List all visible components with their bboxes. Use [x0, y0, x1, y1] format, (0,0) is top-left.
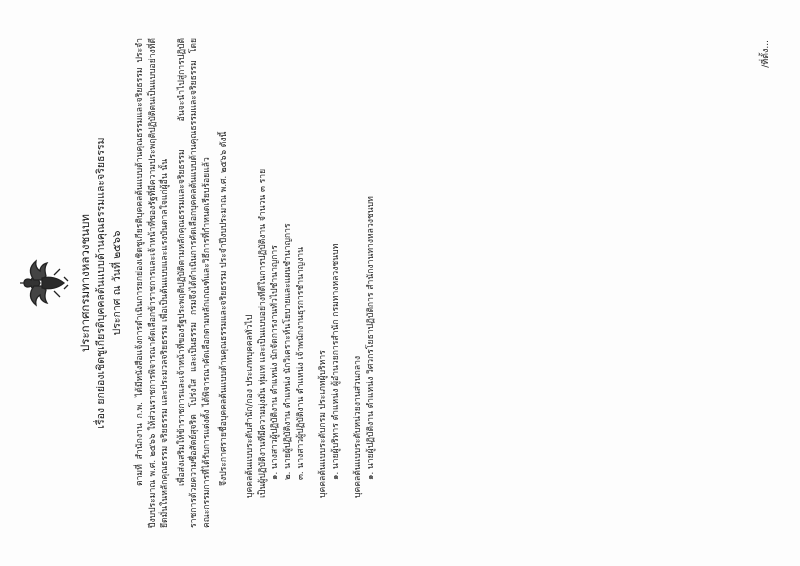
list-item: ๑. นางสาวผู้ปฏิบัติงาน ตำแหน่ง นักจัดการงานทั่วไปชำนาญการ: [270, 245, 281, 480]
category-note: เป็นผู้ปฏิบัติงานที่มีความมุ่งมั่น ทุ่มเท และเป็นแบบอย่างที่ดีในการปฏิบัติงาน จำนวน ๓ ราย: [257, 168, 268, 498]
category-heading: บุคคลต้นแบบระดับหน่วยงานส่วนกลาง: [353, 355, 364, 498]
document-body: [134, 38, 378, 528]
list-item: ๑. นายผู้บริหาร ตำแหน่ง ผู้อำนวยการสำนัก กรมทางหลวงชนบท: [330, 243, 341, 480]
paragraph: เพื่อส่งเสริมให้ข้าราชการและเจ้าหน้าที่ของรัฐประพฤติปฏิบัติตามหลักคุณธรรมและจริยธรรม อันจะนำไปสู่การปฏิบัติราชการด้วยความซื่อสัตย์สุจริต โปร่งใส และเป็นธรรม กรมจึงได้ดำเนินการคัดเลือกบุคคลต้นแบบด้านคุณธรรมและจริยธรรม โดยคณะกรรมการที่ได้รับการแต่งตั้ง ได้พิจารณาคัดเลือกตามหลักเกณฑ์และวิธีการที่กำหนดเรียบร้อยแล้ว: [176, 38, 212, 528]
paragraph: จึงประกาศรายชื่อบุคคลต้นแบบด้านคุณธรรมและจริยธรรม ประจำปีงบประมาณ พ.ศ. ๒๕๖๖ ดังนี้: [218, 131, 229, 486]
document-date: ประกาศ ณ วันที่ ๒๕๖๖: [111, 230, 123, 336]
list-item: ๒. นายผู้ปฏิบัติงาน ตำแหน่ง นักวิเคราะห์นโยบายและแผนชำนาญการ: [282, 223, 293, 480]
list-item: ๓. นางสาวผู้ปฏิบัติงาน ตำแหน่ง เจ้าพนักงานธุรการชำนาญงาน: [295, 247, 306, 480]
paragraph: ตามที่ สำนักงาน ก.พ. ได้มีหนังสือแจ้งการดำเนินการยกย่องเชิดชูเกียรติบุคคลต้นแบบด้านคุณธรรมและจริยธรรม ประจำปีงบประมาณ พ.ศ. ๒๕๖๖ ให้ส่วนราชการพิจารณาคัดเลือกข้าราชการและเจ้าหน้าที่ของรัฐที่มีความประพฤติปฏิบัติตนเป็นแบบอย่างที่ดี ยึดมั่นในหลักคุณธรรม จริยธรรม และประมวลจริยธรรม เพื่อเป็นต้นแบบและแรงบันดาลใจแก่ผู้อื่น นั้น: [135, 38, 171, 528]
category-heading: บุคคลต้นแบบระดับกรม ประเภทผู้บริหาร: [318, 350, 329, 498]
document-subject: เรื่อง ยกย่องเชิดชูเกียรติบุคคลต้นแบบด้านคุณธรรมและจริยธรรม: [95, 137, 107, 429]
document-title: ประกาศกรมทางหลวงชนบท: [78, 214, 92, 352]
list-item: ๑. นายผู้ปฏิบัติงาน ตำแหน่ง วิศวกรโยธาปฏิบัติการ สำนักงานทางหลวงชนบท: [365, 196, 376, 480]
garuda-emblem-icon: [18, 258, 70, 308]
continued-marker: /ที่ตั้ง...: [761, 40, 771, 68]
category-heading: บุคคลต้นแบบระดับสำนัก/กอง ประเภทบุคคลทั่วไป: [245, 314, 256, 498]
